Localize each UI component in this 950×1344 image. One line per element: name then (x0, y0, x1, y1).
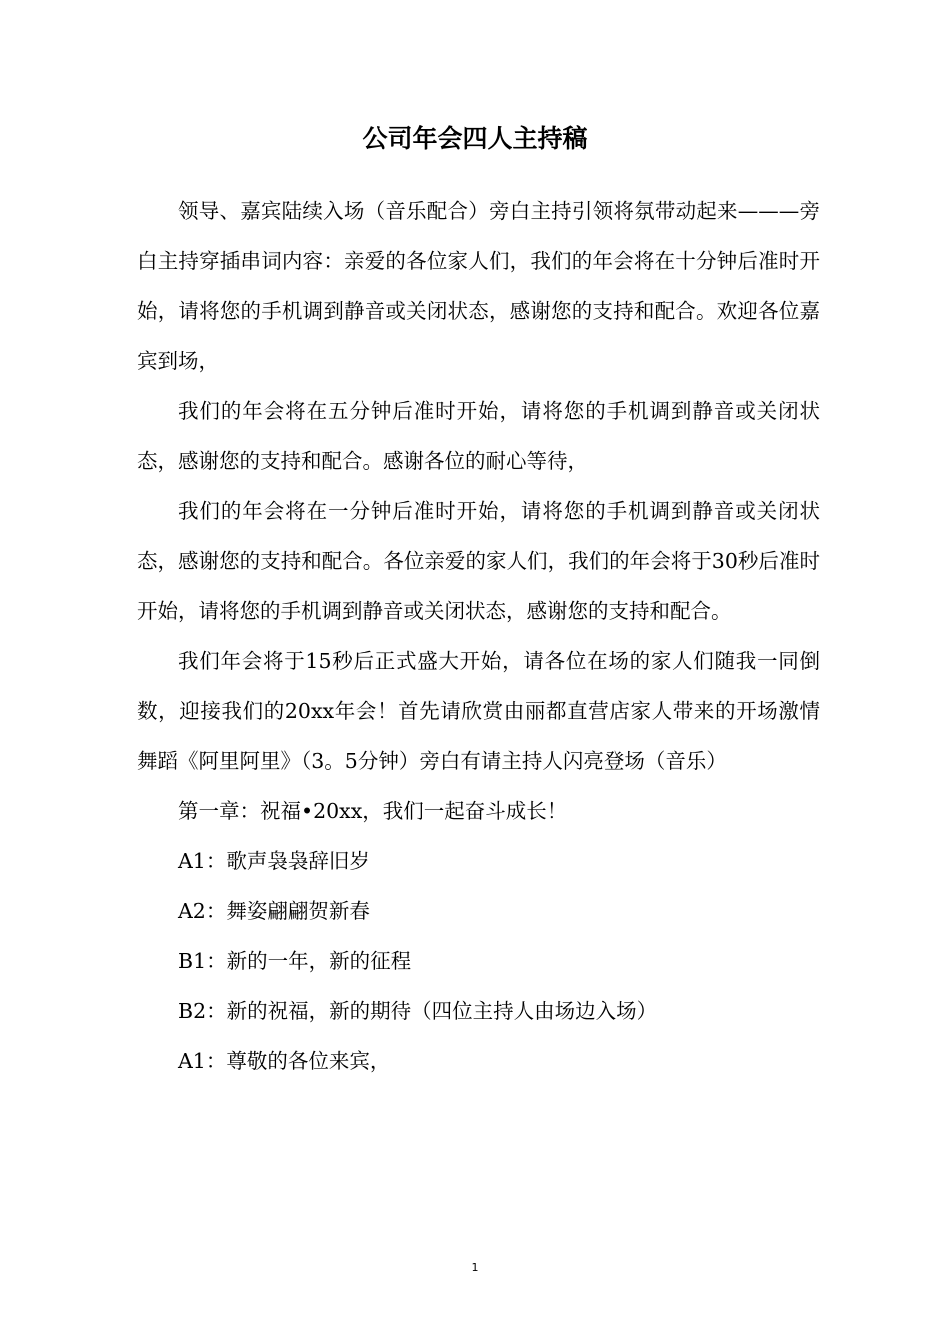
paragraph-one-minute: 我们的年会将在一分钟后准时开始，请将您的手机调到静音或关闭状态，感谢您的支持和配合。各位亲爱的家人们，我们的年会将于30秒后准时开始，请将您的手机调到静音或关闭状态，感谢您的支持和配合。 (137, 499, 820, 623)
paragraph-line-b2: B2：新的祝福，新的期待（四位主持人由场边入场） (178, 999, 658, 1023)
paragraph-line-b1: B1：新的一年，新的征程 (178, 949, 412, 973)
paragraph-line-a1: A1：歌声袅袅辞旧岁 (178, 849, 370, 873)
paragraph-opening: 领导、嘉宾陆续入场（音乐配合）旁白主持引领将氛带动起来———旁白主持穿插串词内容：亲爱的各位家人们，我们的年会将在十分钟后准时开始，请将您的手机调到静音或关闭状态，感谢您的支持和配合。欢迎各位嘉宾到场， (137, 199, 820, 373)
document-body (137, 186, 820, 1086)
paragraph-countdown: 我们年会将于15秒后正式盛大开始，请各位在场的家人们随我一同倒数，迎接我们的20xx年会！首先请欣赏由丽都直营店家人带来的开场激情舞蹈《阿里阿里》（3。5分钟）旁白有请主持人闪亮登场（音乐） (137, 649, 820, 773)
page-number: 1 (471, 1261, 479, 1274)
paragraph-line-a1-greeting: A1：尊敬的各位来宾， (178, 1049, 391, 1073)
paragraph-five-minutes: 我们的年会将在五分钟后准时开始，请将您的手机调到静音或关闭状态，感谢您的支持和配合。感谢各位的耐心等待， (137, 399, 820, 473)
paragraph-line-a2: A2：舞姿翩翩贺新春 (178, 899, 370, 923)
document-title: 公司年会四人主持稿 (362, 124, 588, 153)
paragraph-chapter-one: 第一章：祝福•20xx，我们一起奋斗成长！ (178, 799, 568, 823)
